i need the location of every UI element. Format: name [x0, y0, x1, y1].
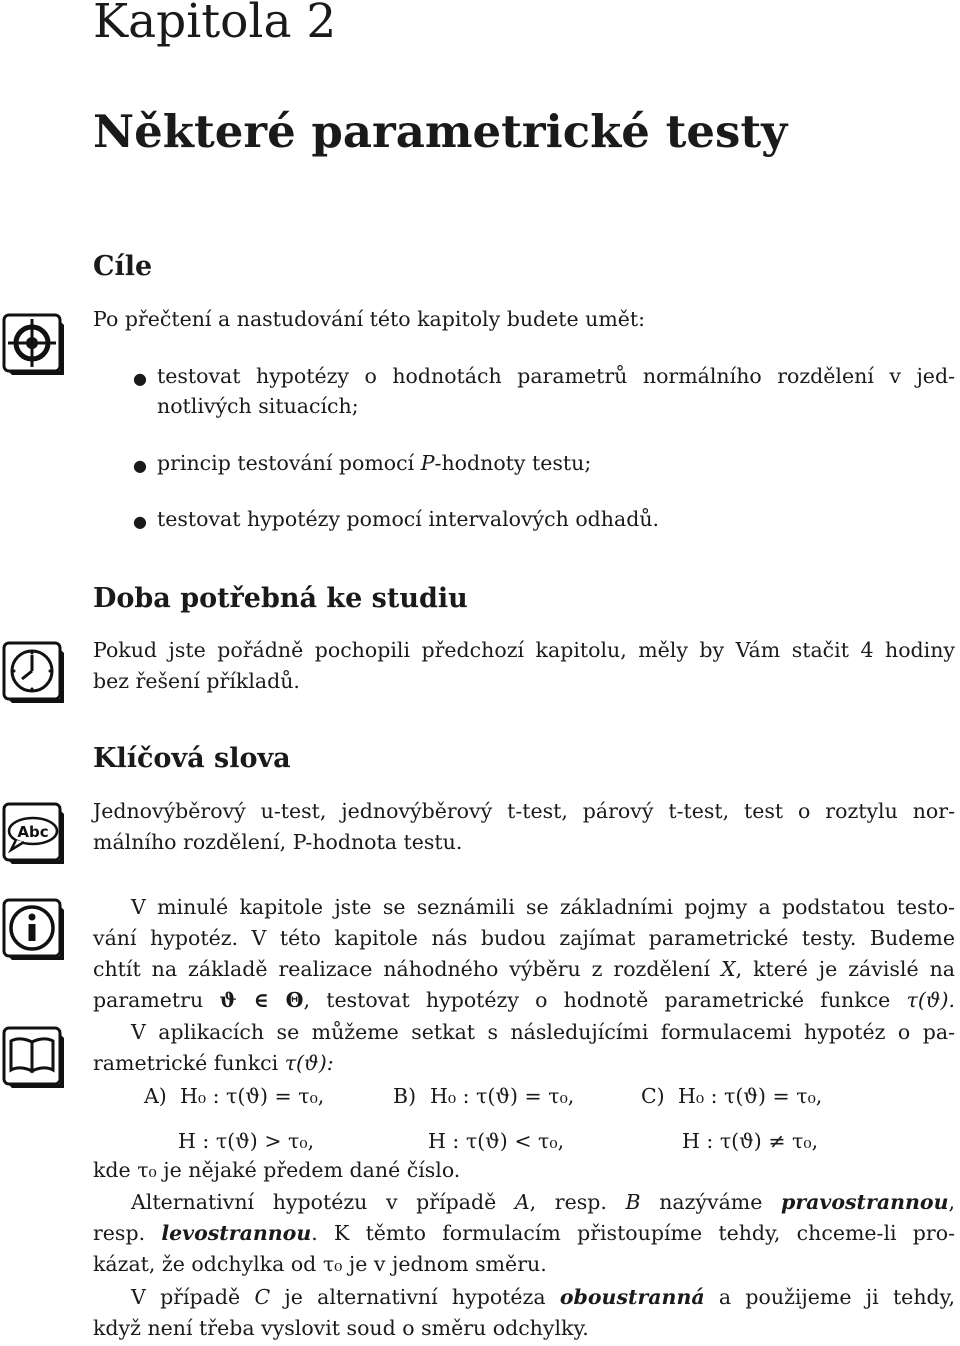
target-icon [2, 313, 64, 375]
body-p2-line1: V aplikacích se můžeme setkat s následujícími formulacemi hypotéz o pa- [131, 1020, 955, 1044]
duration-heading: Doba potřebná ke studiu [93, 583, 468, 614]
goal-item-1-line2: notlivých situacích; [157, 394, 359, 418]
goal-item-1-line1: testovat hypotézy o hodnotách parametrů normálního rozdělení v jed- [157, 364, 955, 388]
duration-line1: Pokud jste pořádně pochopili předchozí kapitolu, měly by Vám stačit 4 hodiny [93, 638, 955, 662]
info-icon [2, 898, 64, 960]
body-p4-line1: V případě C je alternativní hypotéza oboustranná a použijeme ji tehdy, [131, 1285, 956, 1309]
goal-item-2: princip testování pomocí P-hodnoty testu; [157, 451, 592, 475]
chapter-label: Kapitola 2 [93, 0, 337, 49]
chapter-title: Některé parametrické testy [93, 105, 788, 158]
clock-icon [2, 641, 64, 703]
body-p1-line4: parametru ϑ ∈ Θ, testovat hypotézy o hodnotě parametrické funkce τ(ϑ). [93, 988, 955, 1012]
alt-hypothesis-c: H : τ(ϑ) ≠ τ₀, [682, 1129, 819, 1153]
body-p4-line2: když není třeba vyslovit soud o směru odchylky. [93, 1316, 589, 1340]
keywords-line2: málního rozdělení, P-hodnota testu. [93, 830, 463, 854]
null-hypothesis-a: H₀ : τ(ϑ) = τ₀, [180, 1084, 325, 1108]
hypothesis-label-b: B) [393, 1084, 417, 1108]
goals-intro: Po přečtení a nastudování této kapitoly budete umět: [93, 307, 646, 331]
hypothesis-label-a: A) [144, 1084, 167, 1108]
body-p3-line1: Alternativní hypotézu v případě A, resp. B nazýváme pravostrannou, [131, 1190, 956, 1214]
goals-heading: Cíle [93, 251, 153, 282]
null-hypothesis-b: H₀ : τ(ϑ) = τ₀, [430, 1084, 575, 1108]
null-hypothesis-c: H₀ : τ(ϑ) = τ₀, [678, 1084, 823, 1108]
abc-icon [2, 802, 64, 864]
duration-line2: bez řešení příkladů. [93, 669, 300, 693]
book-icon [2, 1026, 64, 1088]
body-p3-line3: kázat, že odchylka od τ₀ je v jednom směru. [93, 1252, 547, 1276]
alt-hypothesis-b: H : τ(ϑ) < τ₀, [428, 1129, 565, 1153]
body-p2-line2: rametrické funkci τ(ϑ): [93, 1051, 334, 1075]
bullet-icon: ● [133, 512, 147, 531]
bullet-icon: ● [133, 369, 147, 388]
body-p3-line2: resp. levostrannou. K těmto formulacím přistoupíme tehdy, chceme-li pro- [93, 1221, 955, 1245]
body-p1-line3: chtít na základě realizace náhodného výběru z rozdělení X, které je závislé na [93, 957, 955, 981]
bullet-icon: ● [133, 456, 147, 475]
body-p1-line1: V minulé kapitole jste se seznámili se základními pojmy a podstatou testo- [131, 895, 955, 919]
hypothesis-label-c: C) [641, 1084, 665, 1108]
svg-text:Abc: Abc [17, 823, 49, 841]
keywords-line1: Jednovýběrový u-test, jednovýběrový t-test, párový t-test, test o roztylu nor- [93, 799, 955, 823]
alt-hypothesis-a: H : τ(ϑ) > τ₀, [178, 1129, 315, 1153]
after-formula-text: kde τ₀ je nějaké předem dané číslo. [93, 1158, 461, 1182]
keywords-heading: Klíčová slova [93, 743, 291, 774]
goal-item-3: testovat hypotézy pomocí intervalových odhadů. [157, 507, 660, 531]
body-p1-line2: vání hypotéz. V této kapitole nás budou zajímat parametrické testy. Budeme [93, 926, 955, 950]
